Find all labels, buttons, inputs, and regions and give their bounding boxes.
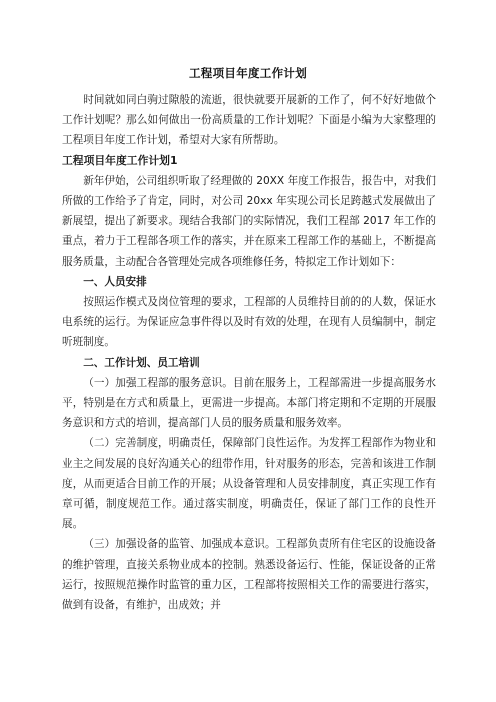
plan-intro-paragraph: 新年伊始，公司组织听取了经理做的 20XX 年度工作报告，报告中，对我们所做的工作给予了肯定，同时，对公司 20xx 年实现公司长足跨越式发展做出了新展望，提出了新要求。现结合我部门的实际情况，我们工程部 2017 年工作的重点，着力于工程部各项工作的落实，并在原来工程部工作的基础上，不断提高服务质量，主动配合各管理处完成各项维修任务，特拟定工作计划如下： [62, 174, 436, 268]
intro-paragraph: 时间就如同白驹过隙般的流逝，很快就要开展新的工作了，何不好好地做个工作计划呢？那么如何做出一份高质量的工作计划呢？下面是小编为大家整理的工程项目年度工作计划，希望对大家有所帮助。 [62, 94, 436, 147]
section-heading-personnel: 一、人员安排 [83, 275, 147, 288]
work-plan-item-2: （二）完善制度，明确责任，保障部门良性运作。为发挥工程部作为物业和业主之间发展的良好沟通关心的纽带作用，针对服务的形态，完善和该进工作制度，从而更适合目前工作的开展；从设备管理和人员安排制度，真正实现工作有章可循，制度规范工作。通过落实制度，明确责任，保证了部门工作的良性开展。 [62, 437, 436, 531]
document-title: 工程项目年度工作计划 [189, 66, 307, 80]
work-plan-item-1: （一）加强工程部的服务意识。目前在服务上，工程部需进一步提高服务水平，特别是在方式和质量上，更需进一步提高。本部门将定期和不定期的开展服务意识和方式的培训，提高部门人员的服务质量和服务效率。 [62, 376, 436, 430]
section-heading-work-plan: 二、工作计划、员工培训 [83, 356, 200, 369]
document-body [62, 90, 436, 615]
section-text-personnel: 按照运作模式及岗位管理的要求，工程部的人员维持目前的的人数，保证水电系统的运行。为保证应急事件得以及时有效的处理，在现有人员编制中，制定听班制度。 [62, 296, 436, 349]
plan-heading: 工程项目年度工作计划1 [62, 153, 178, 167]
work-plan-item-3: （三）加强设备的监管、加强成本意识。工程部负责所有住宅区的设施设备的维护管理，直接关系物业成本的控制。熟悉设备运行、性能，保证设备的正常运行，按照规范操作时监管的重力区，工程部将按照相关工作的需要进行落实，做到有设备，有维护，出成效；并 [62, 538, 436, 612]
